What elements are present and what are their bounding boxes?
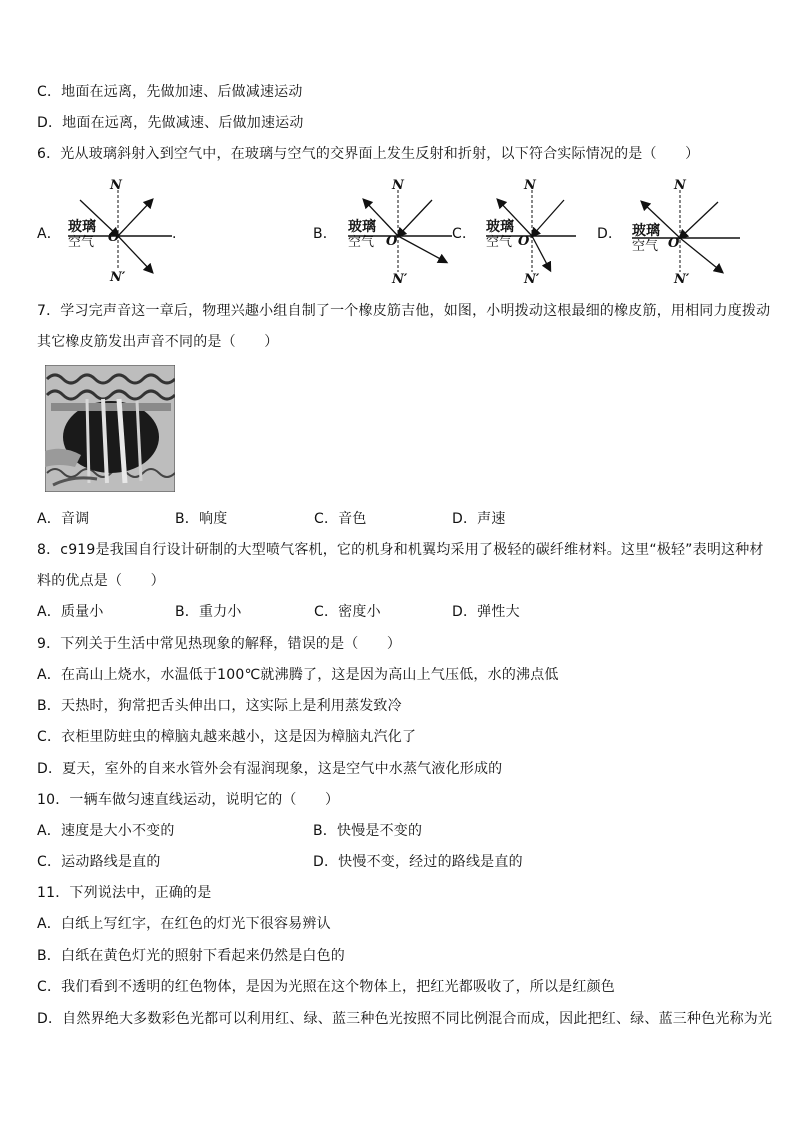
q6-diagram-d: [630, 178, 742, 293]
q6-a-o-label: O: [108, 230, 120, 245]
q10-option-d: D．快慢不变，经过的路线是直的: [313, 854, 523, 870]
q6-stem: 6．光从玻璃斜射入到空气中，在玻璃与空气的交界面上发生反射和折射，以下符合实际情况的是（ ）: [37, 146, 700, 162]
q8-option-d: D．弹性大: [452, 604, 520, 620]
q6-c-nprime-label: N′: [524, 272, 540, 287]
q10-option-b: B．快慢是不变的: [313, 823, 423, 839]
q6-diagram-a: [66, 178, 176, 293]
q10-option-c: C．运动路线是直的: [37, 854, 161, 870]
q6-b-n-label: N: [392, 178, 404, 193]
q5-option-c: C．地面在远离，先做加速、后做减速运动: [37, 84, 303, 100]
q6-d-air-label: 空气: [632, 239, 659, 254]
q9-option-d: D．夏天，室外的自来水管外会有湿润现象，这是空气中水蒸气液化形成的: [37, 761, 503, 777]
q8-stem-line2: 料的优点是（ ）: [37, 573, 165, 589]
q8-option-c: C．密度小: [314, 604, 381, 620]
q7-option-a: A．音调: [37, 511, 90, 527]
q6-b-air-label: 空气: [348, 235, 375, 250]
q6-c-n-label: N: [524, 178, 536, 193]
q11-stem: 11．下列说法中，正确的是: [37, 885, 212, 901]
q6-b-o-label: O: [386, 234, 398, 249]
q6-trailing-dot: .: [172, 226, 177, 242]
q9-option-c: C．衣柜里防蛀虫的樟脑丸越来越小，这是因为樟脑丸汽化了: [37, 729, 417, 745]
q6-option-d-label: D．: [597, 226, 623, 242]
q6-d-nprime-label: N′: [674, 272, 690, 287]
q7-stem-line2: 其它橡皮筋发出声音不同的是（ ）: [37, 334, 279, 350]
q6-diagram-c: [484, 178, 594, 293]
q6-option-b-label: B．: [313, 226, 338, 242]
q8-stem-line1: 8．c919是我国自行设计研制的大型喷气客机，它的机身和机翼均采用了极轻的碳纤维材料。这里“极轻”表明这种材: [37, 542, 764, 558]
q6-diagram-b: [346, 178, 456, 293]
q6-option-a-label: A．: [37, 226, 61, 242]
q6-c-air-label: 空气: [486, 235, 513, 250]
q11-option-c: C．我们看到不透明的红色物体，是因为光照在这个物体上，把红光都吸收了，所以是红颜色: [37, 979, 615, 995]
q7-option-b: B．响度: [175, 511, 228, 527]
q10-option-a: A．速度是大小不变的: [37, 823, 175, 839]
q8-option-a: A．质量小: [37, 604, 104, 620]
q6-b-glass-label: 玻璃: [348, 219, 376, 235]
q6-a-n-label: N: [110, 178, 122, 193]
q6-d-glass-label: 玻璃: [632, 223, 660, 239]
q11-option-d: D．自然界绝大多数彩色光都可以利用红、绿、蓝三种色光按照不同比例混合而成，因此把红、绿、蓝三种色光称为光: [37, 1011, 773, 1027]
q7-stem-line1: 7．学习完声音这一章后，物理兴趣小组自制了一个橡皮筋吉他，如图，小明拨动这根最细的橡皮筋，用相同力度拨动: [37, 303, 771, 319]
q6-d-o-label: O: [668, 236, 680, 251]
q6-b-nprime-label: N′: [392, 272, 408, 287]
q10-stem: 10．一辆车做匀速直线运动，说明它的（ ）: [37, 792, 340, 808]
q7-option-d: D．声速: [452, 511, 506, 527]
q6-d-n-label: N: [674, 178, 686, 193]
q6-option-c-label: C．: [452, 226, 477, 242]
q11-option-a: A．白纸上写红字，在红色的灯光下很容易辨认: [37, 916, 331, 932]
q9-option-a: A．在高山上烧水，水温低于100℃就沸腾了，这是因为高山上气压低，水的沸点低: [37, 667, 559, 683]
q7-option-c: C．音色: [314, 511, 367, 527]
q8-option-b: B．重力小: [175, 604, 242, 620]
rubber-band-guitar-image: [45, 365, 175, 492]
q9-option-b: B．天热时，狗常把舌头伸出口，这实际上是利用蒸发致冷: [37, 698, 402, 714]
q9-stem: 9．下列关于生活中常见热现象的解释，错误的是（ ）: [37, 636, 402, 652]
q6-c-o-label: O: [518, 234, 530, 249]
q6-a-glass-label: 玻璃: [68, 219, 96, 235]
q6-c-glass-label: 玻璃: [486, 219, 514, 235]
q6-a-nprime-label: N′: [110, 270, 126, 285]
q11-option-b: B．白纸在黄色灯光的照射下看起来仍然是白色的: [37, 948, 346, 964]
q5-option-d: D．地面在远离，先做减速、后做加速运动: [37, 115, 304, 131]
q6-a-air-label: 空气: [68, 235, 95, 250]
rubber-band-guitar-photo: [45, 365, 175, 492]
